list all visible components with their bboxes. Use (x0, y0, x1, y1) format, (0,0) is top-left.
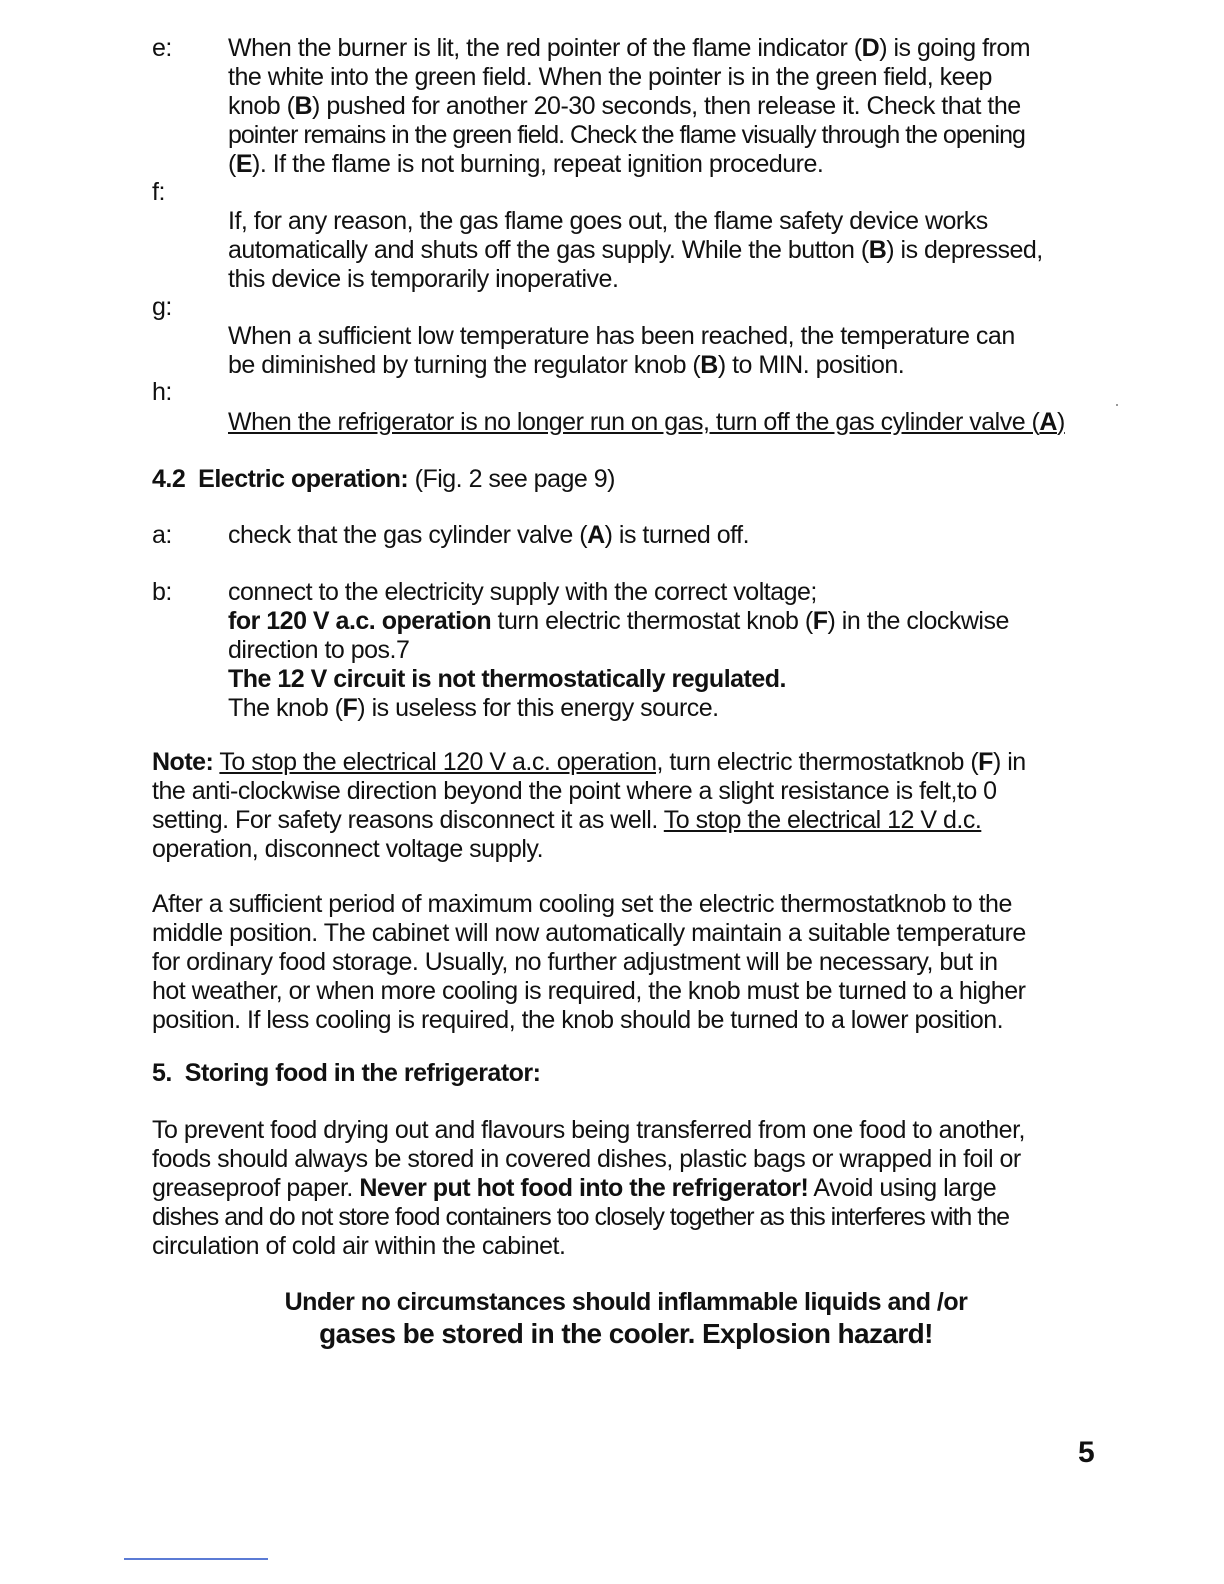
note-line4: operation, disconnect voltage supply. (152, 835, 544, 863)
bottom-divider (124, 1558, 268, 1560)
cooling-paragraph (152, 890, 1112, 1035)
storing-paragraph (152, 1116, 1112, 1261)
item-b-line1: connect to the electricity supply with the correct voltage; (228, 578, 817, 606)
item-text-f (228, 207, 1118, 294)
item-label-g: g: (152, 293, 172, 321)
item-label-b: b: (152, 578, 172, 606)
note-paragraph (152, 748, 1112, 864)
cooling-line: position. If less cooling is required, the knob should be turned to a lower position. (152, 1006, 1004, 1034)
warning-line2: gases be stored in the cooler. Explosion hazard! (319, 1318, 933, 1349)
item-text-e (228, 34, 1118, 179)
note-line3: setting. For safety reasons disconnect it as well. To stop the electrical 12 V d.c. (152, 806, 982, 834)
item-label-a: a: (152, 521, 172, 549)
item-label-h: h: (152, 378, 172, 406)
section-4-2-number: 4.2 (152, 465, 186, 493)
item-h-line1: When the refrigerator is no longer run on gas, turn off the gas cylinder valve (A) (228, 408, 1065, 436)
note-label: Note: (152, 748, 214, 776)
item-text-h (228, 408, 1118, 437)
section-4-2-title: Electric operation: (198, 465, 409, 493)
item-f-line3: this device is temporarily inoperative. (228, 265, 619, 293)
section-5-heading (152, 1059, 1112, 1088)
item-g-line1: When a sufficient low temperature has been reached, the temperature can (228, 322, 1015, 350)
cooling-line: middle position. The cabinet will now automatically maintain a suitable temperature (152, 919, 1026, 947)
storing-line2: foods should always be stored in covered dishes, plastic bags or wrapped in foil or (152, 1145, 1021, 1173)
item-b-line2: for 120 V a.c. operation turn electric thermostat knob (F) in the clockwise (228, 607, 1009, 635)
note-line1: Note: To stop the electrical 120 V a.c. operation, turn electric thermostatknob (F) in (152, 748, 1026, 776)
storing-line5: circulation of cold air within the cabinet. (152, 1232, 566, 1260)
note-line2: the anti-clockwise direction beyond the point where a slight resistance is felt,to 0 (152, 777, 997, 805)
item-e-line3: knob (B) pushed for another 20-30 seconds, then release it. Check that the (228, 92, 1021, 120)
item-e-line4: pointer remains in the green field. Check the flame visually through the opening (228, 121, 1025, 149)
item-e-line1: When the burner is lit, the red pointer of the flame indicator (D) is going from (228, 34, 1031, 62)
item-text-b (228, 578, 1118, 723)
page-number: 5 (1078, 1436, 1095, 1469)
warning-line1: Under no circumstances should inflammable liquids and /or (284, 1288, 968, 1316)
item-b-line4: The 12 V circuit is not thermostatically regulated. (228, 665, 786, 693)
item-f-line1: If, for any reason, the gas flame goes out, the flame safety device works (228, 207, 988, 235)
item-e-line2: the white into the green field. When the pointer is in the green field, keep (228, 63, 992, 91)
section-5-title: Storing food in the refrigerator: (184, 1059, 541, 1087)
item-text-a: check that the gas cylinder valve (A) is turned off. (228, 521, 750, 549)
item-g-line2: be diminished by turning the regulator knob (B) to MIN. position. (228, 351, 905, 379)
item-b-line5: The knob (F) is useless for this energy source. (228, 694, 719, 722)
cooling-line: for ordinary food storage. Usually, no further adjustment will be necessary, but in (152, 948, 998, 976)
section-4-2-heading (152, 465, 1112, 494)
item-b-line3: direction to pos.7 (228, 636, 410, 664)
section-4-2-ref: (Fig. 2 see page 9) (414, 465, 615, 493)
item-label-f: f: (152, 178, 165, 206)
item-f-line2: automatically and shuts off the gas supply. While the button (B) is depressed, (228, 236, 1043, 264)
storing-line3: greaseproof paper. Never put hot food into the refrigerator! Avoid using large (152, 1174, 997, 1202)
item-label-e: e: (152, 34, 172, 62)
cooling-line: After a sufficient period of maximum cooling set the electric thermostatknob to the (152, 890, 1012, 918)
storing-line1: To prevent food drying out and flavours being transferred from one food to another, (152, 1116, 1025, 1144)
section-5-number: 5. (152, 1059, 172, 1087)
cooling-line: hot weather, or when more cooling is required, the knob must be turned to a higher (152, 977, 1026, 1005)
item-text-g (228, 322, 1118, 380)
scan-speck (1116, 404, 1118, 406)
storing-line4: dishes and do not store food containers too closely together as this interferes with the (152, 1203, 1009, 1231)
item-e-line5: (E). If the flame is not burning, repeat ignition procedure. (228, 150, 824, 178)
